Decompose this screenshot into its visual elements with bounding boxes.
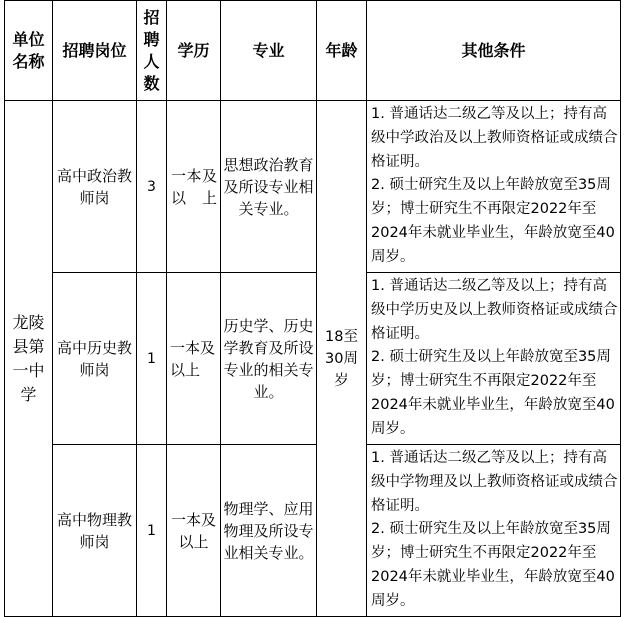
header-other: 其他条件 xyxy=(367,1,621,101)
condition-1: 1. 普通话达二级乙等及以上；持有高级中学物理及以上教师资格证或成绩合格证明。 xyxy=(371,450,618,514)
header-row xyxy=(5,1,621,101)
recruitment-table xyxy=(4,0,621,617)
header-age: 年龄 xyxy=(317,1,367,101)
education-cell: 一本及以上 xyxy=(167,445,221,617)
table-row xyxy=(5,101,621,273)
table-row xyxy=(5,273,621,445)
post-cell: 高中物理教师岗 xyxy=(53,445,137,617)
condition-1: 1. 普通话达二级乙等及以上；持有高级中学政治及以上教师资格证或成绩合格证明。 xyxy=(371,106,618,170)
post-cell: 高中历史教师岗 xyxy=(53,273,137,445)
count-cell: 3 xyxy=(137,101,167,273)
post-cell: 高中政治教师岗 xyxy=(53,101,137,273)
table-row xyxy=(5,445,621,617)
count-cell: 1 xyxy=(137,273,167,445)
condition-1: 1. 普通话达二级乙等及以上；持有高级中学历史及以上教师资格证或成绩合格证明。 xyxy=(371,278,618,342)
unit-name-cell: 龙陵县第一中学 xyxy=(5,101,53,617)
other-conditions-cell xyxy=(367,101,621,273)
major-cell: 物理学、应用物理及所设专业相关专业。 xyxy=(221,445,317,617)
header-post: 招聘岗位 xyxy=(53,1,137,101)
condition-2: 2. 硕士研究生及以上年龄放宽至35周岁；博士研究生不再限定2022年至2024年未就业毕业生，年龄放宽至40周岁。 xyxy=(371,521,615,609)
age-cell: 18至30周岁 xyxy=(317,101,367,617)
education-cell: 一本及以上 xyxy=(167,101,221,273)
header-count: 招聘人数 xyxy=(137,1,167,101)
other-conditions-cell xyxy=(367,445,621,617)
header-education: 学历 xyxy=(167,1,221,101)
count-cell: 1 xyxy=(137,445,167,617)
header-unit: 单位名称 xyxy=(5,1,53,101)
education-cell: 一本及以上 xyxy=(167,273,221,445)
major-cell: 历史学、历史学教育及所设专业的相关专业。 xyxy=(221,273,317,445)
condition-2: 2. 硕士研究生及以上年龄放宽至35周岁；博士研究生不再限定2022年至2024年未就业毕业生，年龄放宽至40周岁。 xyxy=(371,177,615,265)
header-major: 专业 xyxy=(221,1,317,101)
condition-2: 2. 硕士研究生及以上年龄放宽至35周岁；博士研究生不再限定2022年至2024年未就业毕业生，年龄放宽至40周岁。 xyxy=(371,349,615,437)
major-cell: 思想政治教育及所设专业相关专业。 xyxy=(221,101,317,273)
other-conditions-cell xyxy=(367,273,621,445)
